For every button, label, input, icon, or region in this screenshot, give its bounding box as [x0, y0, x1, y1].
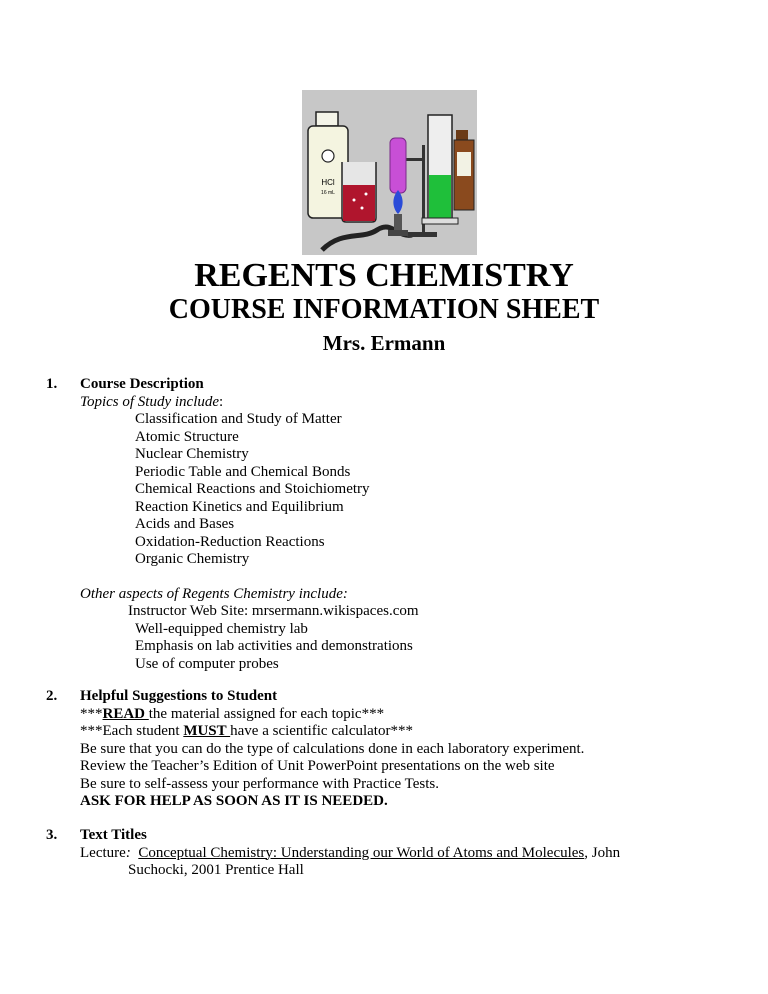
- page-title: REGENTS CHEMISTRY: [194, 257, 574, 294]
- read-line: ***READ the material assigned for each topic***: [80, 705, 385, 722]
- teacher-name: Mrs. Ermann: [322, 331, 446, 355]
- topics-label: Topics of Study include: [80, 393, 220, 410]
- list-item: Emphasis on lab activities and demonstrations: [135, 638, 413, 654]
- section-heading: Text Titles: [80, 827, 147, 843]
- flame-icon: [393, 190, 402, 214]
- author-line: Suchocki, 2001 Prentice Hall: [128, 862, 304, 878]
- website-line: Instructor Web Site: mrsermann.wikispaces.com: [128, 603, 419, 619]
- section-heading: Course Description: [80, 376, 204, 392]
- other-aspects-label: Other aspects of Regents Chemistry include:: [80, 585, 348, 602]
- page-subtitle: COURSE INFORMATION SHEET: [168, 294, 600, 325]
- suggestion-line: Be sure that you can do the type of calculations done in each laboratory experiment.: [80, 740, 585, 757]
- help-line: ASK FOR HELP AS SOON AS IT IS NEEDED.: [80, 793, 388, 809]
- section-number: 2.: [46, 688, 58, 704]
- section-number: 3.: [46, 827, 58, 843]
- list-item: Classification and Study of Matter: [135, 411, 342, 427]
- chemistry-lab-clipart: [302, 90, 477, 255]
- calculator-line: ***Each student MUST have a scientific calculator***: [80, 723, 413, 739]
- list-item: Chemical Reactions and Stoichiometry: [135, 481, 370, 497]
- list-item: Reaction Kinetics and Equilibrium: [135, 498, 344, 515]
- list-item: Use of computer probes: [135, 655, 279, 672]
- book-title: Conceptual Chemistry: Understanding our World of Atoms and Molecules: [138, 844, 585, 861]
- section-helpful-suggestions: [46, 688, 585, 811]
- volume-label: 16 mL: [321, 190, 335, 196]
- list-item: Periodic Table and Chemical Bonds: [135, 463, 351, 480]
- list-item: Oxidation-Reduction Reactions: [135, 533, 325, 550]
- suggestion-line: Be sure to self-assess your performance with Practice Tests.: [80, 775, 439, 792]
- section-course-description: 1. Course Description Topics of Study include: Classification and Study of Matter Atomic Structure Nuclear Chemistry Periodic Table and Chemical Bonds Chemical Reactions and Stoichiometry Reaction Kinetics and Equilibrium Acids and Bases Oxidation-Reduction Reactions Organic Chemistry Other aspects of Regents Chemistry include: Instructor Web Site: mrsermann.wikispaces.com Well-equipped chemistry lab Emphasis on lab activities and demonstrations Use of computer probes: [46, 376, 419, 672]
- topic-list: [80, 411, 419, 569]
- list-item: Well-equipped chemistry lab: [135, 620, 308, 637]
- brown-bottle: [454, 130, 474, 210]
- section-text-titles: [46, 827, 621, 880]
- beaker: [342, 162, 376, 222]
- skull-icon: [322, 150, 334, 162]
- lecture-line: Lecture: Conceptual Chemistry: Understanding our World of Atoms and Molecules, John: [80, 844, 621, 861]
- hcl-label: HCl: [321, 178, 335, 187]
- section-number: 1.: [46, 376, 58, 392]
- suggestion-line: Review the Teacher’s Edition of Unit PowerPoint presentations on the web site: [80, 758, 555, 774]
- list-item: Nuclear Chemistry: [135, 446, 249, 462]
- section-heading: Helpful Suggestions to Student: [80, 688, 278, 704]
- list-item: Acids and Bases: [135, 516, 235, 532]
- list-item: Atomic Structure: [135, 428, 239, 445]
- graduated-cylinder: [422, 115, 458, 224]
- list-item: Organic Chemistry: [135, 551, 250, 567]
